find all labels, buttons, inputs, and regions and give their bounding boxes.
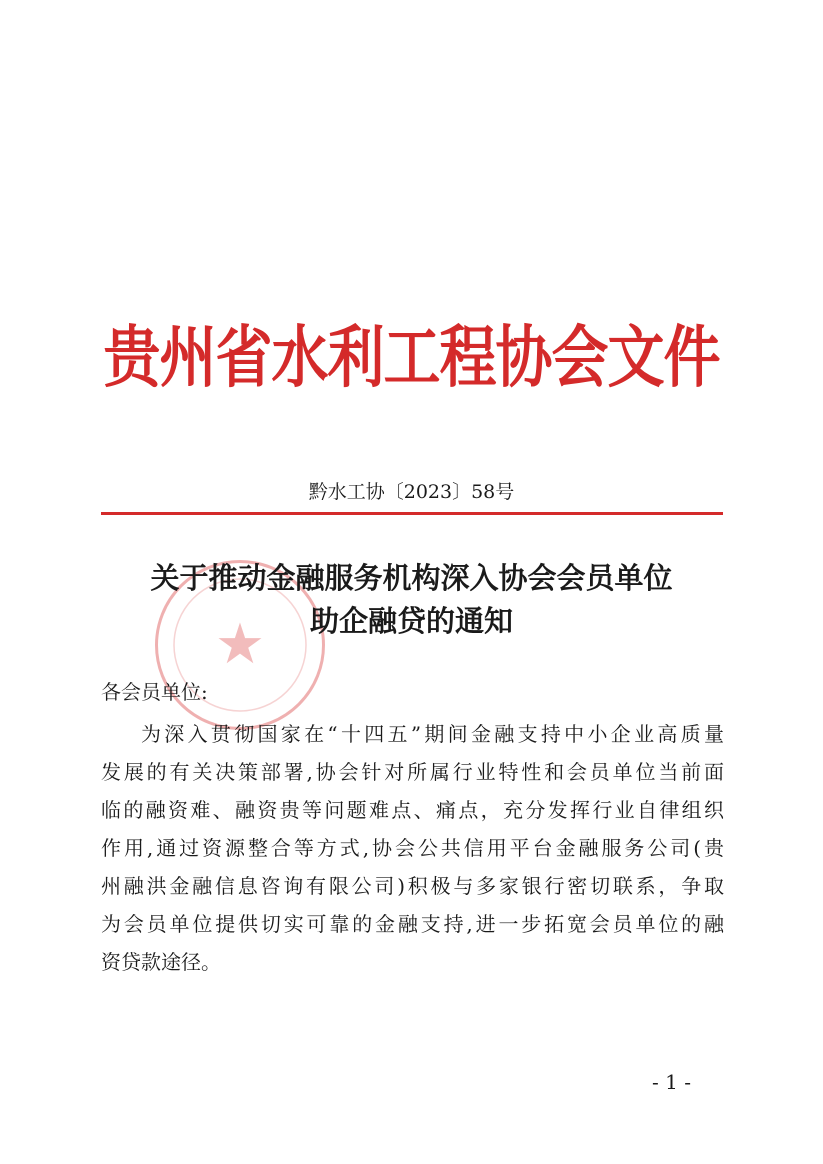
notice-title-line-2: 助企融贷的通知 xyxy=(309,604,513,638)
body-paragraph-line: 作用,通过资源整合等方式,协会公共信用平台金融服务公司(贵 xyxy=(101,836,724,860)
seal-star-icon: ★ xyxy=(214,612,266,677)
red-divider-line xyxy=(101,512,723,515)
body-paragraph-line: 临的融资难、融资贵等问题难点、痛点，充分发挥行业自律组织 xyxy=(101,798,724,822)
page-number: - 1 - xyxy=(652,1070,691,1094)
notice-title-line-1: 关于推动金融服务机构深入协会会员单位 xyxy=(150,561,673,595)
salutation: 各会员单位: xyxy=(101,680,208,704)
body-paragraph-line: 为会员单位提供切实可靠的金融支持,进一步拓宽会员单位的融 xyxy=(101,912,724,936)
document-number: 黔水工协〔2023〕58号 xyxy=(308,481,515,503)
body-paragraph-line: 资贷款途径。 xyxy=(101,950,221,974)
body-paragraph-line: 州融洪金融信息咨询有限公司)积极与多家银行密切联系，争取 xyxy=(101,874,724,898)
issuer-header-title: 贵州省水利工程协会文件 xyxy=(103,317,720,397)
body-paragraph-line: 为深入贯彻国家在“十四五”期间金融支持中小企业高质量 xyxy=(141,722,724,746)
body-paragraph-line: 发展的有关决策部署,协会针对所属行业特性和会员单位当前面 xyxy=(101,760,724,784)
